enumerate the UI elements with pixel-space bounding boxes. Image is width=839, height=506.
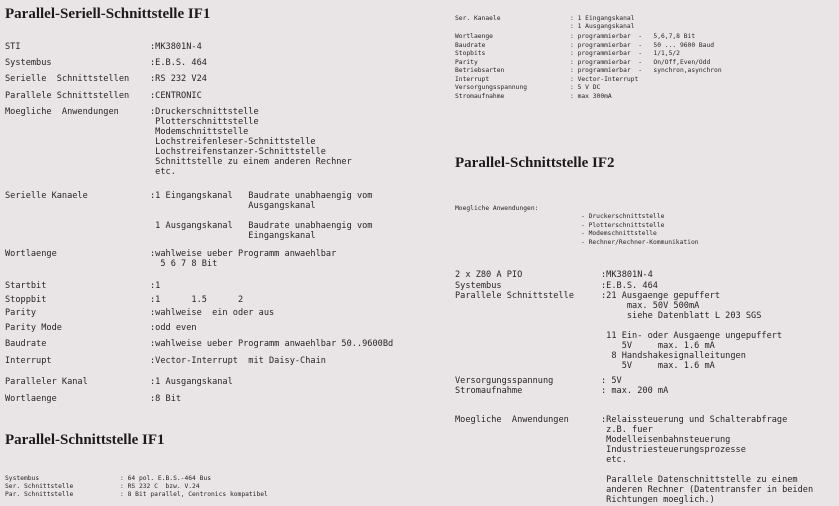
spec-label: Parity Mode [5, 323, 62, 333]
spec-value: : 1 Eingangskanal : 1 Ausgangskanal [570, 15, 635, 30]
spec-label: Baudrate [455, 42, 486, 49]
spec-value: :21 Ausgaenge gepuffert max. 50V 500mA siehe Datenblatt L 203 SGS 11 Ein- oder Ausgaenge ungepuffert 5V max. 1.6 mA 8 Handshakesignalleitungen 5V max. 1.6 mA [601, 291, 783, 371]
spec-value: :Vector-Interrupt mit Daisy-Chain [150, 356, 326, 366]
spec-value: : programmierbar - 5,6,7,8 Bit [570, 33, 696, 40]
spec-label: Versorgungsspannung [455, 84, 528, 91]
spec-value: :E.B.S. 464 [601, 281, 658, 291]
spec-label: Wortlaenge [5, 249, 57, 259]
spec-label: Stopbits [455, 50, 486, 57]
uses-label: Moegliche Anwendungen: [455, 205, 539, 212]
spec-label: Moegliche Anwendungen [455, 415, 569, 425]
spec-value: : programmierbar - 1/1,5/2 [570, 50, 680, 57]
spec-label: Wortlaenge [455, 33, 493, 40]
heading-if1-parallel: Parallel-Schnittstelle IF1 [5, 432, 165, 448]
spec-label: 2 x Z80 A PIO [455, 270, 523, 280]
spec-label: Moegliche Anwendungen [5, 107, 119, 117]
spec-label: STI [5, 42, 21, 52]
spec-label: Paralleler Kanal [5, 377, 88, 387]
spec-label: Wortlaenge [5, 394, 57, 404]
spec-label: Startbit [5, 281, 47, 291]
spec-label: Baudrate [5, 339, 47, 349]
spec-label: Versorgungsspannung [455, 376, 554, 386]
spec-value: :MK3801N-4 [601, 270, 653, 280]
spec-label: Parity [5, 308, 37, 318]
uses-list-item: - Modemschnittstelle [581, 230, 657, 237]
spec-value: :MK3801N-4 [150, 42, 202, 52]
spec-value: : RS 232 C bzw. V.24 [120, 483, 200, 490]
spec-value: : 8 Bit parallel, Centronics kompatibel [120, 491, 268, 498]
spec-value: :wahlweise ueber Programm anwaehlbar 50..9600Bd [150, 339, 394, 349]
spec-value: : programmierbar - synchron,asynchron [570, 67, 722, 74]
spec-value: : max 300mA [570, 93, 612, 100]
spec-value: : programmierbar - 50 ... 9600 Baud [570, 42, 715, 49]
spec-label: Interrupt [5, 356, 52, 366]
spec-value: :odd even [150, 323, 197, 333]
spec-value: :Druckerschnittstelle Plotterschnittstelle Modemschnittstelle Lochstreifenleser-Schnittstelle Lochstreifenstanzer-Schnittstelle Schnittstelle zu einem anderen Rechner etc. [150, 107, 352, 177]
spec-label: Betriebsarten [455, 67, 505, 74]
spec-label: Serielle Schnittstellen [5, 74, 130, 84]
spec-label: Serielle Kanaele [5, 191, 88, 201]
spec-label: Ser. Kanaele [455, 15, 501, 22]
spec-label: Par. Schnittstelle [5, 491, 74, 498]
spec-label: Parity [455, 59, 478, 66]
spec-label: Parallele Schnittstellen [5, 91, 130, 101]
spec-value: :1 Ausgangskanal [150, 377, 233, 387]
spec-value: :Relaissteuerung und Schalterabfrage z.B. fuer Modelleisenbahnsteuerung Industriesteuerungsprozesse etc. Parallele Datenschnittstelle zu einem anderen Rechner (Datentransfer in beiden Richtungen moeglich.) [601, 415, 814, 505]
spec-value: :wahlweise ueber Programm anwaehlbar 5 6 7 8 Bit [150, 249, 337, 269]
uses-list-item: - Plotterschnittstelle [581, 221, 665, 229]
spec-value: :1 Eingangskanal Baudrate unabhaengig vom Ausgangskanal 1 Ausgangskanal Baudrate unabhaengig vom Eingangskanal [150, 191, 373, 241]
spec-value: : 5 V DC [570, 84, 601, 91]
spec-value: : max. 200 mA [601, 386, 669, 396]
spec-label: Systembus [455, 281, 502, 291]
spec-value: :E.B.S. 464 [150, 58, 207, 68]
spec-label: Interrupt [455, 76, 490, 83]
spec-value: : 64 pol. E.B.S.-464 Bus [120, 475, 211, 482]
spec-value: :wahlweise ein oder aus [150, 308, 275, 318]
spec-label: Stromaufnahme [455, 386, 523, 396]
heading-if1-parallel-serial: Parallel-Seriell-Schnittstelle IF1 [5, 6, 211, 22]
spec-label: Stromaufnahme [455, 93, 505, 100]
spec-value: : programmierbar - On/Off,Even/Odd [570, 59, 711, 66]
spec-value: :1 1.5 2 [150, 295, 244, 305]
spec-label: Parallele Schnittstelle [455, 291, 574, 301]
spec-label: Ser. Schnittstelle [5, 483, 74, 490]
spec-label: Stoppbit [5, 295, 47, 305]
uses-list-item: - Druckerschnittstelle [581, 213, 665, 220]
spec-value: :1 [150, 281, 161, 291]
spec-value: : Vector-Interrupt [570, 76, 639, 83]
spec-value: :CENTRONIC [150, 91, 202, 101]
spec-value: :8 Bit [150, 394, 182, 404]
spec-label: Systembus [5, 475, 40, 482]
spec-value: :RS 232 V24 [150, 74, 207, 84]
heading-if2-parallel: Parallel-Schnittstelle IF2 [455, 155, 615, 171]
uses-list-item: - Rechner/Rechner-Kommunikation [581, 238, 699, 246]
spec-value: : 5V [601, 376, 622, 386]
spec-label: Systembus [5, 58, 52, 68]
